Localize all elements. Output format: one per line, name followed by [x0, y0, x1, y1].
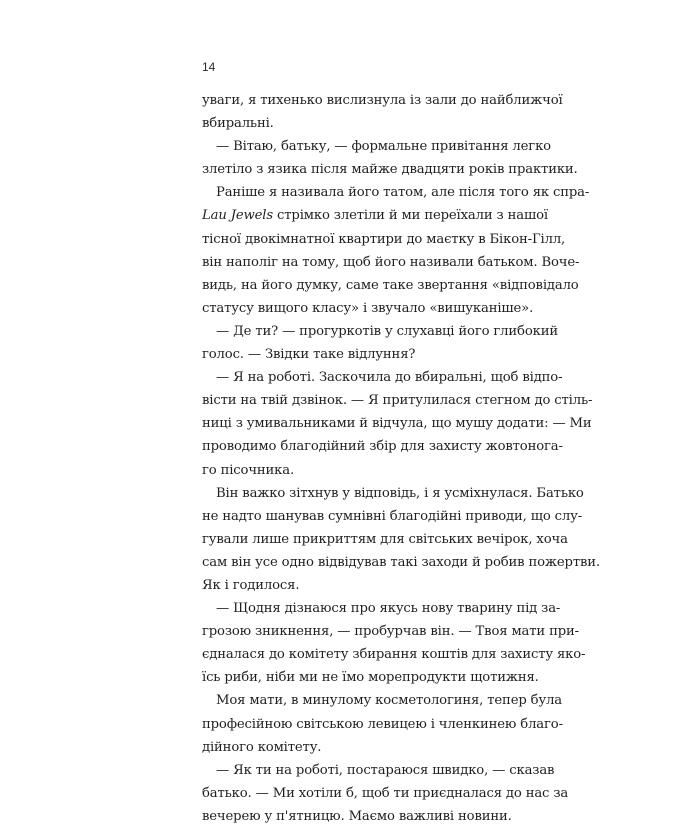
text-line: Як і годилося.: [202, 577, 300, 593]
italic-brand-name: Lau Jewels: [202, 208, 273, 224]
paragraph: [202, 689, 563, 758]
text-line: го пісочника.: [202, 462, 295, 478]
text-line: ниці з умивальниками й відчула, що мушу додати: — Ми: [202, 416, 592, 432]
paragraph: [202, 135, 578, 181]
text-line: батько. — Ми хотіли б, щоб ти приєдналася до нас за: [202, 785, 569, 801]
text-line: голос. — Звідки таке відлуння?: [202, 347, 416, 363]
text-line: вбиральні.: [202, 116, 274, 132]
text-line: — Де ти? — прогуркотів у слухавці його глибокий: [216, 323, 559, 339]
text-line: Моя мати, в минулому косметологиня, тепер була: [216, 693, 563, 709]
paragraph: [202, 366, 593, 481]
text-line: уваги, я тихенько вислизнула із зали до найближчої: [202, 93, 563, 108]
text-line: — Як ти на роботі, постараюся швидко, — сказав: [216, 762, 555, 778]
paragraph: [202, 89, 563, 135]
text-line-rest: стрімко злетіли й ми переїхали з нашої: [272, 208, 548, 224]
text-line: статусу вищого класу» і звучало «вишуканіше».: [202, 300, 534, 316]
text-line: вечерею у п'ятницю. Маємо важливі новини.: [202, 808, 512, 824]
text-line: злетіло з язика після майже двадцяти років практики.: [202, 162, 578, 178]
page-number: 14: [202, 60, 216, 74]
paragraph: [202, 597, 586, 689]
text-line: — Я на роботі. Заскочила до вбиральні, щоб відпо-: [216, 370, 563, 386]
text-line: Він важко зітхнув у відповідь, і я усміхнулася. Батько: [216, 485, 584, 501]
text-line: проводимо благодійний збір для захисту жовтонога-: [202, 439, 563, 455]
text-line: не надто шанував сумнівні благодійні приводи, що слу-: [202, 508, 583, 524]
text-line: він наполіг на тому, щоб його називали батьком. Воче-: [202, 254, 580, 270]
body-text: [202, 89, 600, 828]
text-line: Раніше я називала його татом, але після того як спра-: [216, 185, 590, 201]
text-line: грозою зникнення, — пробурчав він. — Твоя мати при-: [202, 624, 579, 640]
paragraph: [202, 181, 590, 320]
paragraph: [202, 482, 600, 597]
text-line: тісної двокімнатної квартири до маєтку в Бікон-Гілл,: [202, 231, 566, 247]
text-line: гували лише прикриттям для світських вечірок, хоча: [202, 531, 568, 547]
text-line: — Вітаю, батьку, — формальне привітання легко: [216, 139, 551, 155]
text-line: [202, 204, 548, 227]
text-line: сам він усе одно відвідував такі заходи й робив пожертви.: [202, 554, 600, 570]
text-line: видь, на його думку, саме таке звертання «відповідало: [202, 277, 579, 293]
text-line: професійною світською левицею і членкинею благо-: [202, 716, 563, 732]
text-line: — Щодня дізнаюся про якусь нову тварину під за-: [216, 601, 561, 617]
text-line: єдналася до комітету збирання коштів для захисту яко-: [202, 647, 586, 663]
paragraph: [202, 320, 559, 366]
paragraph: [202, 759, 569, 828]
text-line: їсь риби, ніби ми не їмо морепродукти щотижня.: [202, 670, 539, 686]
text-line: вісти на твій дзвінок. — Я притулилася стегном до стіль-: [202, 393, 593, 409]
text-line: дійного комітету.: [202, 739, 322, 755]
